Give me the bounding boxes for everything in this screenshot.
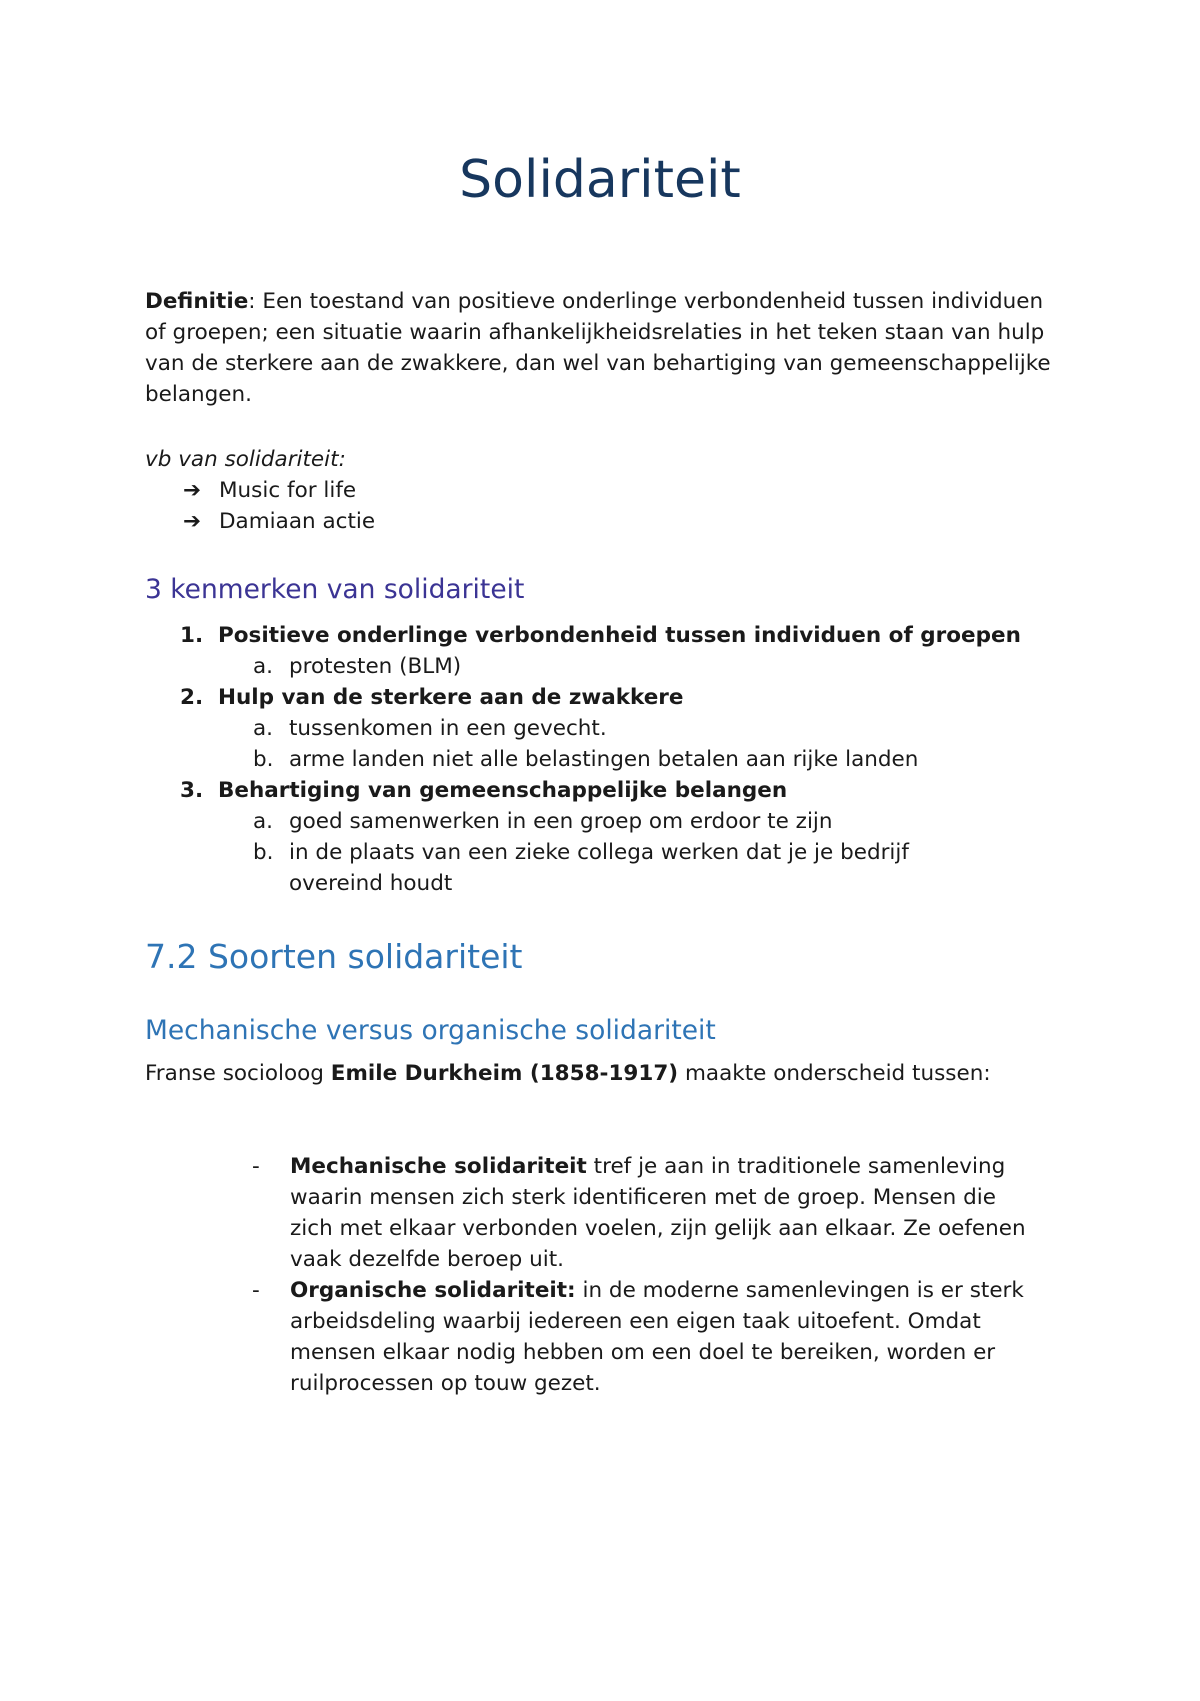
kenmerken-heading: 3 kenmerken van solidariteit <box>145 574 525 605</box>
sub-text: arme landen niet alle belastingen betalen aan rijke landen <box>289 747 919 772</box>
definition-paragraph <box>145 286 1065 410</box>
definition-text: : Een toestand van positieve onderlinge verbondenheid tussen individuen of groepen; een situatie waarin afhankelijkheidsrelaties in het teken staan van hulp van de sterkere aan de zwakkere, dan wel van behartiging van gemeenschappelijke belangen. <box>145 289 1051 407</box>
sub-item <box>180 744 1080 775</box>
item-text: Behartiging van gemeenschappelijke belangen <box>218 778 788 803</box>
sub-item <box>180 837 993 899</box>
arrow-icon: ➔ <box>183 509 202 534</box>
sub-item <box>180 651 1080 682</box>
intro-text-end: maakte onderscheid tussen: <box>678 1061 991 1086</box>
dash-bullet: - <box>252 1278 260 1303</box>
sub-text: goed samenwerken in een groep om erdoor te zijn <box>289 809 833 834</box>
solidarity-types-list <box>252 1151 1082 1399</box>
sub-letter: b. <box>253 840 274 865</box>
example-text: Music for life <box>219 478 357 503</box>
dash-bullet: - <box>252 1154 260 1179</box>
definition-label: Definitie <box>145 289 249 314</box>
section-subheading: Mechanische versus organische solidariteit <box>145 1015 716 1046</box>
sub-text: in de plaats van een zieke collega werken dat je je bedrijf overeind houdt <box>289 840 909 896</box>
item-number: 1. <box>180 623 204 648</box>
sub-item <box>180 806 1080 837</box>
intro-text: Franse socioloog <box>145 1061 331 1086</box>
list-item <box>183 475 375 506</box>
sub-letter: a. <box>253 809 274 834</box>
document-title: Solidariteit <box>459 150 741 210</box>
list-item <box>183 506 375 537</box>
list-item <box>180 775 1080 806</box>
sub-letter: b. <box>253 747 274 772</box>
example-text: Damiaan actie <box>219 509 376 534</box>
type-name: Organische solidariteit: <box>290 1278 576 1303</box>
kenmerken-list <box>180 620 1080 899</box>
list-item <box>180 682 1080 713</box>
type-description: tref je aan in traditionele samenleving waarin mensen zich sterk identificeren met de groep. Mensen die zich met elkaar verbonden voelen, zijn gelijk aan elkaar. Ze oefenen vaak dezelfde beroep uit. <box>290 1154 1026 1272</box>
type-description: in de moderne samenlevingen is er sterk arbeidsdeling waarbij iedereen een eigen taak uitoefent. Omdat mensen elkaar nodig hebben om een doel te bereiken, worden er ruilprocessen op touw gezet. <box>290 1278 1024 1396</box>
examples-label-text: vb van solidariteit: <box>145 447 346 472</box>
arrow-icon: ➔ <box>183 478 202 503</box>
sub-item <box>180 713 1080 744</box>
item-number: 3. <box>180 778 204 803</box>
sub-letter: a. <box>253 716 274 741</box>
sub-letter: a. <box>253 654 274 679</box>
item-number: 2. <box>180 685 204 710</box>
item-text: Hulp van de sterkere aan de zwakkere <box>218 685 684 710</box>
list-item <box>252 1151 1040 1275</box>
examples-list <box>183 475 375 537</box>
list-item <box>180 620 1080 651</box>
item-text: Positieve onderlinge verbondenheid tussen individuen of groepen <box>218 623 1021 648</box>
intro-bold: Emile Durkheim (1858-1917) <box>330 1061 679 1086</box>
section-heading: 7.2 Soorten solidariteit <box>145 937 523 976</box>
type-name: Mechanische solidariteit <box>290 1154 587 1179</box>
sub-text: tussenkomen in een gevecht. <box>289 716 607 741</box>
examples-label <box>145 444 1065 475</box>
sub-text: protesten (BLM) <box>289 654 462 679</box>
intro-paragraph <box>145 1058 991 1089</box>
list-item <box>252 1275 1040 1399</box>
